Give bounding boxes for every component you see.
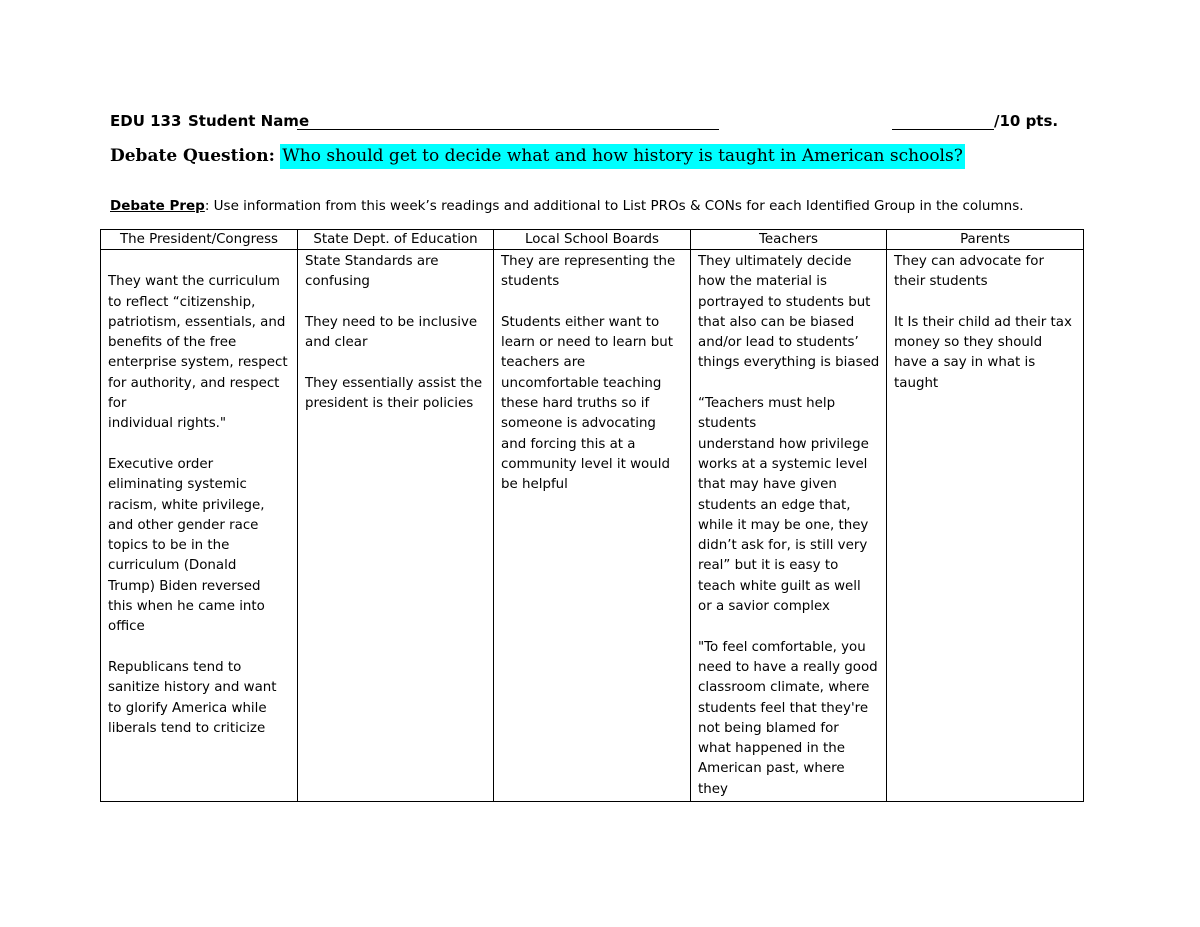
column-header-teachers: Teachers [691,230,887,250]
cell-text: State Standards are confusing They need to be inclusive and clear They essentially assist the president is their policies [305,254,483,412]
cell-text: They want the curriculum to reflect “citizenship, patriotism, essentials, and benefits of the free enterprise system, respect for authority, and respect for individual rights." Executive order eliminating systemic racism, white privilege, and other gender race topics to be in the curriculum (Donald Trump) Biden reversed this when he came into office Republicans tend to sanitize history and want to glorify America while liberals tend to criticize [108,274,288,736]
debate-question [110,146,965,174]
debate-prep-instructions [110,198,1024,214]
pros-cons-table [100,229,1084,802]
cell-parents[interactable] [887,250,1084,802]
cell-local-school-boards[interactable] [494,250,691,802]
debate-prep-text: : Use information from this week’s readings and additional to List PROs & CONs for each Identified Group in the columns. [204,198,1024,214]
score-blank[interactable] [892,129,994,130]
student-name-blank[interactable] [297,129,719,130]
debate-question-label: Debate Question: [110,146,275,166]
column-header-state-dept-education: State Dept. of Education [298,230,494,250]
column-header-president-congress: The President/Congress [101,230,298,250]
debate-question-text: Who should get to decide what and how history is taught in American schools? [280,144,965,169]
course-code: EDU 133 [110,112,182,130]
table-header-row [101,230,1084,250]
cell-teachers[interactable] [691,250,887,802]
cell-text: They can advocate for their students It Is their child ad their tax money so they should have a say in what is taught [894,254,1072,391]
table-row [101,250,1084,802]
column-header-parents: Parents [887,230,1084,250]
debate-prep-label: Debate Prep [110,198,205,214]
header-line [110,112,1060,134]
score-total: /10 pts. [994,112,1059,130]
column-header-local-school-boards: Local School Boards [494,230,691,250]
cell-text: They are representing the students Students either want to learn or need to learn but teachers are uncomfortable teaching these hard truths so if someone is advocating and forcing this at a community level it would be helpful [501,254,676,493]
cell-text: They ultimately decide how the material is portrayed to students but that also can be biased and/or lead to students’ things everything is biased “Teachers must help students understand how privilege works at a systemic level that may have given students an edge that, while it may be one, they didn’t ask for, is still very real” but it is easy to teach white guilt as well or a savior complex "To feel comfortable, you need to have a really good classroom climate, where students feel that they're not being blamed for what happened in the American past, where they [698,254,880,797]
cell-president-congress[interactable] [101,250,298,802]
student-name-label: Student Name [188,112,310,130]
cell-state-dept-education[interactable] [298,250,494,802]
